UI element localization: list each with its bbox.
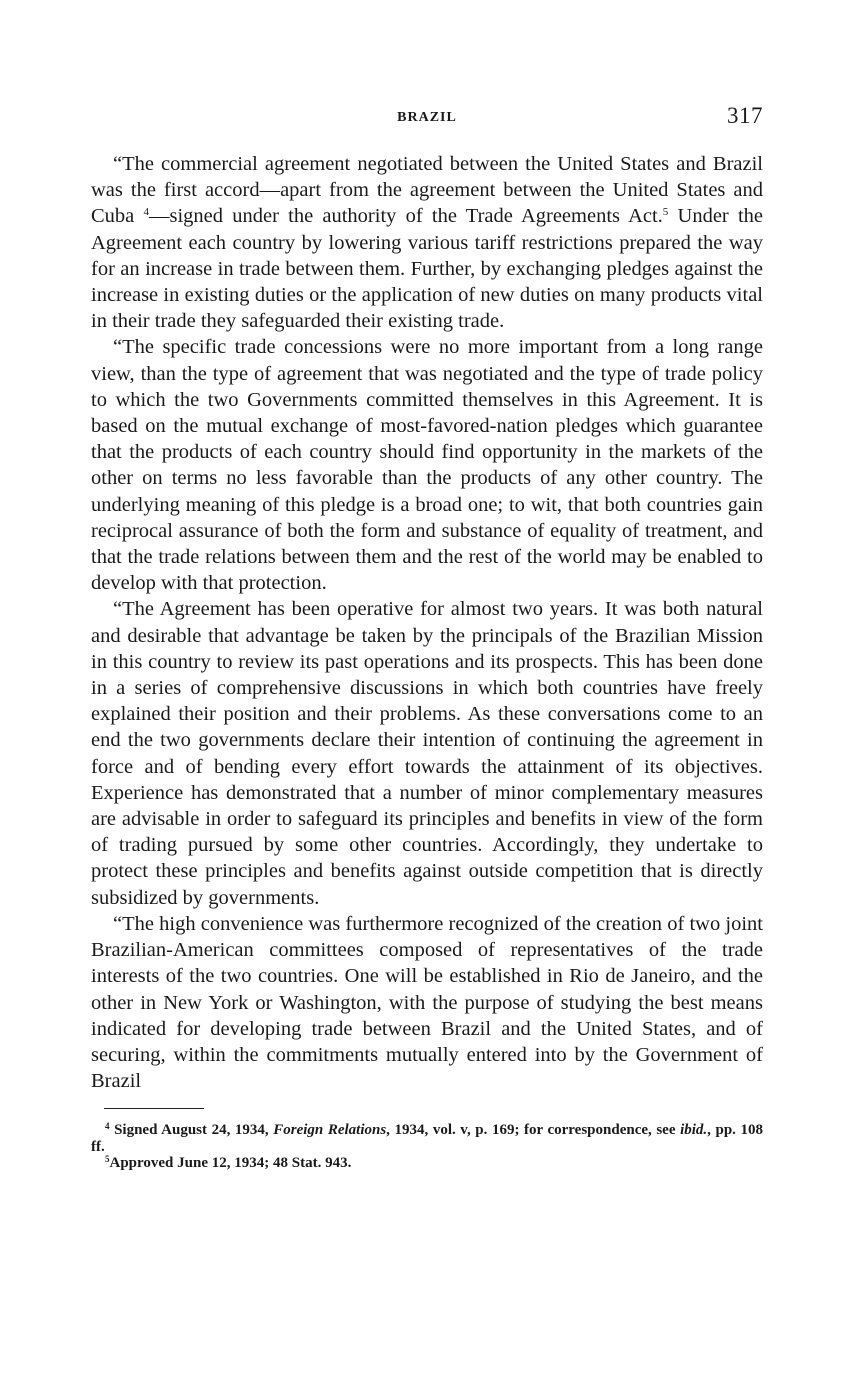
running-title: BRAZIL [397, 110, 457, 125]
paragraph: “The Agreement has been operative for almost two years. It was both natural and desirable that advantage be taken by the principals of the Brazilian Mission in this country to review its past operations and its prospects. This has been done in a series of comprehensive discussions in which both countries have freely explained their position and their problems. As these conversations come to an end the two governments declare their intention of continuing the agreement in force and of bending every effort towards the attainment of its objectives. Experience has demonstrated that a number of minor complementary measures are advisable in order to safeguard its principles and benefits in view of the form of trading pursued by some other countries. Accordingly, they undertake to protect these principles and benefits against outside competition that is directly subsidized by governments. [91, 598, 763, 909]
footnote-text: , 1934, vol. v, p. 169; for correspondence, see [386, 1122, 681, 1139]
footnote-citation: ibid. [680, 1122, 708, 1139]
document-page [91, 100, 763, 1172]
paragraph-text: —signed under the authority of the Trade Agreements Act. [149, 205, 663, 228]
footnote-citation: Foreign Relations [273, 1122, 387, 1139]
paragraph [91, 151, 763, 334]
footnote-text: Signed August 24, 1934, [109, 1122, 274, 1139]
footnote-marker: 5 [105, 1154, 110, 1165]
page-number: 317 [727, 103, 763, 128]
paragraph-text: Under the Agreement each country by lowering various tariff restrictions prepared the way for an increase in trade between them. Further, by exchanging pledges against the increase in existing duties or the application of new duties on many products vital in their trade they safeguarded their existing trade. [91, 205, 763, 333]
footnote-divider [104, 1108, 204, 1109]
footnotes [91, 1122, 763, 1172]
body-text [91, 151, 763, 1094]
paragraph-text: “The commercial agreement negotiated between the United States and Brazil was the first accord—apart from the agreement between the United States and Cuba [91, 153, 763, 228]
footnote-text: , pp. 108 ff. [91, 1122, 763, 1155]
footnote-text: Approved June 12, 1934; 48 Stat. 943. [109, 1155, 352, 1172]
running-head [91, 100, 763, 140]
footnote-marker: 4 [105, 1121, 110, 1132]
footnote [91, 1155, 763, 1172]
footnote-reference: 5 [662, 206, 669, 219]
paragraph: “The high convenience was furthermore recognized of the creation of two joint Brazilian-American committees composed of representatives of the trade interests of the two countries. One will be established in Rio de Janeiro, and the other in New York or Washington, with the purpose of studying the best means indicated for developing trade between Brazil and the United States, and of securing, within the commitments mutually entered into by the Government of Brazil [91, 912, 763, 1093]
footnote-reference: 4 [143, 206, 149, 219]
footnote [91, 1122, 763, 1155]
paragraph: “The specific trade concessions were no more important from a long range view, than the type of agreement that was negotiated and the type of trade policy to which the two Governments committed themselves in this Agreement. It is based on the mutual exchange of most-favored-nation pledges which guarantee that the products of each country should find opportunity in the markets of the other on terms no less favorable than the products of any other country. The underlying meaning of this pledge is a broad one; to wit, that both countries gain reciprocal assurance of both the form and substance of equality of treatment, and that the trade relations between them and the rest of the world may be enabled to develop with that protection. [91, 336, 763, 595]
